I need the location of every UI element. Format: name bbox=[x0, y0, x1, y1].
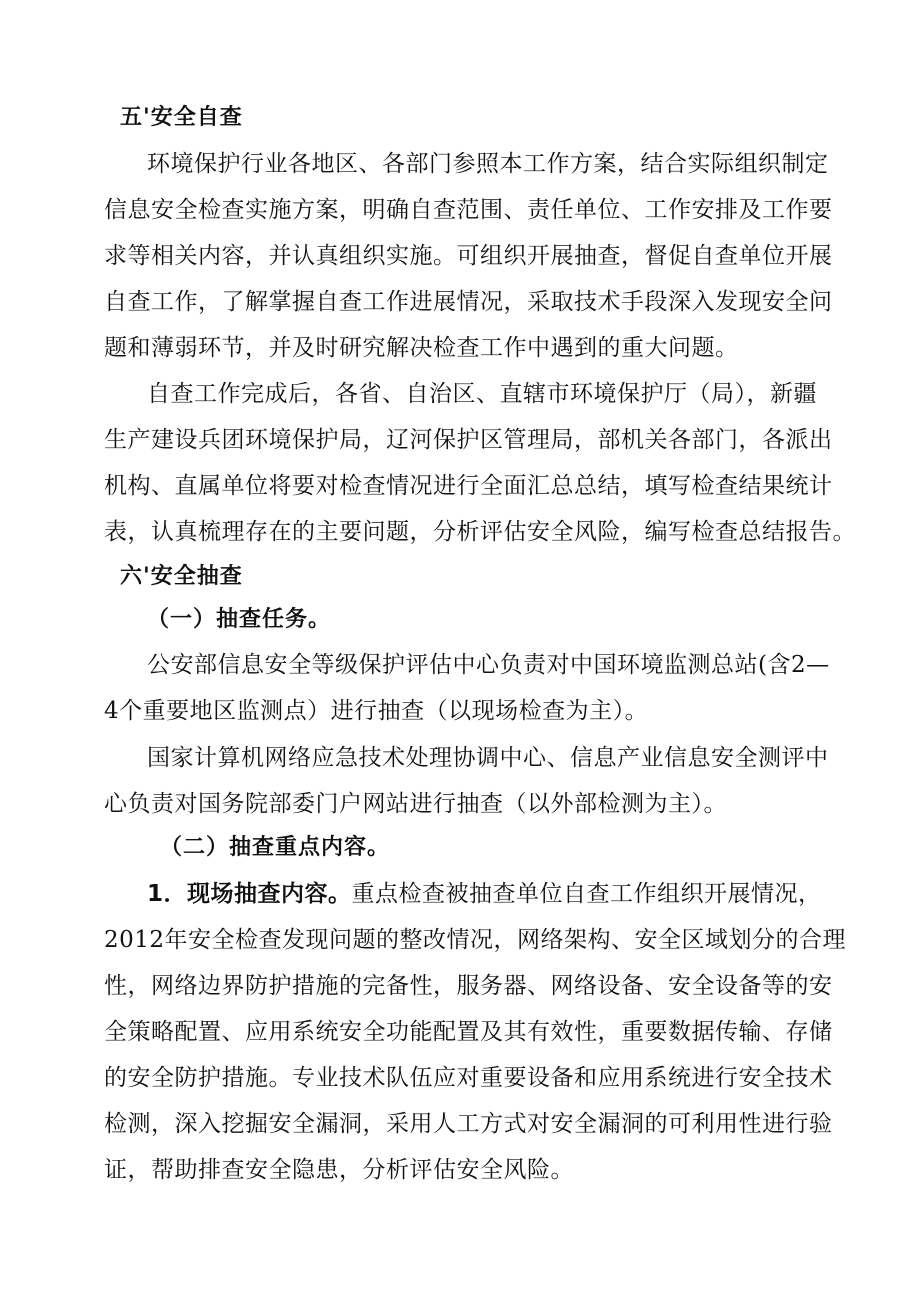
paragraph-line: 性，网络边界防护措施的完备性，服务器、网络设备、安全设备等的安 bbox=[104, 973, 833, 999]
paragraph-line: 求等相关内容，并认真组织实施。可组织开展抽查，督促自查单位开展 bbox=[104, 243, 833, 269]
paragraph-line: 的安全防护措施。专业技术队伍应对重要设备和应用系统进行安全技术 bbox=[104, 1065, 833, 1091]
paragraph-line: 机构、直属单位将要对检查情况进行全面汇总总结，填写检查结果统计 bbox=[104, 473, 833, 499]
list-item-first-line bbox=[147, 879, 822, 909]
list-item-text: 重点检查被抽查单位自查工作组织开展情况， bbox=[351, 881, 822, 907]
paragraph-line: 生产建设兵团环境保护局，辽河保护区管理局，部机关各部门，各派出 bbox=[104, 427, 833, 453]
paragraph-line: 题和薄弱环节，并及时研究解决检查工作中遇到的重大问题。 bbox=[104, 335, 739, 361]
paragraph-line: 表，认真梳理存在的主要问题，分析评估安全风险，编写检查总结报告。 bbox=[104, 519, 856, 545]
paragraph-line: 全策略配置、应用系统安全功能配置及其有效性，重要数据传输、存储 bbox=[104, 1019, 833, 1045]
subsection-1-heading: （一）抽查任务。 bbox=[147, 607, 332, 632]
paragraph-line: 自查工作完成后，各省、自治区、直辖市环境保护厅（局），新疆 bbox=[147, 381, 817, 407]
section-6-heading: 六'安全抽查 bbox=[120, 564, 243, 589]
section-5-heading: 五'安全自查 bbox=[120, 105, 243, 130]
paragraph-line: 4个重要地区监测点）进行抽查（以现场检查为主）。 bbox=[104, 698, 649, 724]
paragraph-line: 公安部信息安全等级保护评估中心负责对中国环境监测总站(含2— bbox=[147, 652, 830, 678]
list-item-label: 1．现场抽查内容。 bbox=[147, 881, 352, 907]
paragraph-line: 检测，深入挖掘安全漏洞，采用人工方式对安全漏洞的可利用性进行验 bbox=[104, 1111, 833, 1137]
subsection-2-heading: （二）抽查重点内容。 bbox=[160, 835, 391, 860]
paragraph-line: 2012年安全检查发现问题的整改情况，网络架构、安全区域划分的合理 bbox=[104, 927, 847, 953]
paragraph-line: 信息安全检查实施方案，明确自查范围、责任单位、工作安排及工作要 bbox=[104, 197, 833, 223]
paragraph-line: 自查工作，了解掌握自查工作进展情况，采取技术手段深入发现安全问 bbox=[104, 289, 833, 315]
paragraph-line: 国家计算机网络应急技术处理协调中心、信息产业信息安全测评中 bbox=[147, 745, 829, 771]
paragraph-line: 心负责对国务院部委门户网站进行抽查（以外部检测为主）。 bbox=[104, 791, 727, 817]
paragraph-line: 环境保护行业各地区、各部门参照本工作方案，结合实际组织制定 bbox=[147, 151, 829, 177]
paragraph-line: 证，帮助排查安全隐患，分析评估安全风险。 bbox=[104, 1157, 574, 1183]
